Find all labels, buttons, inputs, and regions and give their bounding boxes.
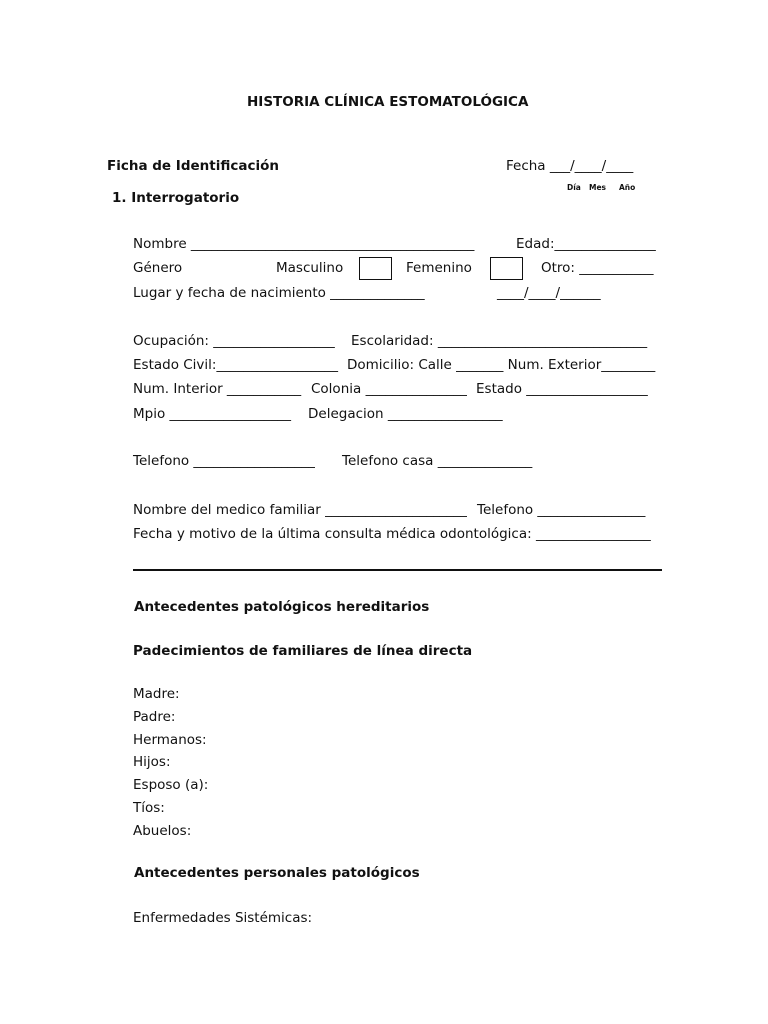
- telefono-field[interactable]: Telefono __________________: [133, 453, 315, 469]
- mpio-field[interactable]: Mpio __________________: [133, 406, 292, 422]
- num-interior-field[interactable]: Num. Interior ___________: [133, 381, 302, 397]
- genero-label: Género: [133, 260, 183, 276]
- delegacion-field[interactable]: Delegacion _________________: [308, 406, 503, 422]
- familiar-hijos-field[interactable]: Hijos:: [133, 754, 171, 770]
- escolaridad-field[interactable]: Escolaridad: _______________________________: [351, 333, 648, 349]
- ocupacion-field[interactable]: Ocupación: __________________: [133, 333, 335, 349]
- familiar-madre-field[interactable]: Madre:: [133, 686, 180, 702]
- familiar-hermanos-field[interactable]: Hermanos:: [133, 732, 207, 748]
- familiar-abuelos-field[interactable]: Abuelos:: [133, 823, 192, 839]
- colonia-field[interactable]: Colonia _______________: [311, 381, 467, 397]
- heading-antecedentes-personales: Antecedentes personales patológicos: [134, 865, 420, 881]
- domicilio-field[interactable]: Domicilio: Calle _______ Num. Exterior________: [347, 357, 656, 373]
- fecha-nacimiento-field[interactable]: ____/____/______: [497, 285, 601, 301]
- section-ficha-identificacion: Ficha de Identificación: [107, 158, 279, 174]
- telefono-casa-field[interactable]: Telefono casa ______________: [342, 453, 533, 469]
- femenino-label: Femenino: [406, 260, 472, 276]
- masculino-checkbox[interactable]: [359, 257, 392, 280]
- section-interrogatorio: 1. Interrogatorio: [112, 190, 240, 206]
- page-title: HISTORIA CLÍNICA ESTOMATOLÓGICA: [247, 94, 529, 110]
- telefono-medico-field[interactable]: Telefono ________________: [477, 502, 646, 518]
- estado-field[interactable]: Estado __________________: [476, 381, 648, 397]
- estado-civil-field[interactable]: Estado Civil:__________________: [133, 357, 338, 373]
- fecha-anio-label: Año: [619, 183, 636, 192]
- femenino-checkbox[interactable]: [490, 257, 523, 280]
- nombre-field[interactable]: Nombre __________________________________________: [133, 236, 475, 252]
- fecha-field[interactable]: Fecha ___/____/____: [506, 158, 634, 174]
- masculino-label: Masculino: [276, 260, 344, 276]
- otro-field[interactable]: Otro: ___________: [541, 260, 654, 276]
- familiar-padre-field[interactable]: Padre:: [133, 709, 176, 725]
- edad-field[interactable]: Edad:_______________: [516, 236, 656, 252]
- ultima-consulta-field[interactable]: Fecha y motivo de la última consulta médica odontológica: _________________: [133, 526, 651, 542]
- divider-line: [133, 569, 662, 571]
- familiar-esposo-field[interactable]: Esposo (a):: [133, 777, 209, 793]
- medico-familiar-field[interactable]: Nombre del medico familiar _____________________: [133, 502, 467, 518]
- enfermedades-sistemicas-field[interactable]: Enfermedades Sistémicas:: [133, 910, 313, 926]
- fecha-mes-label: Mes: [589, 183, 607, 192]
- subheading-padecimientos-familiares: Padecimientos de familiares de línea directa: [133, 643, 473, 659]
- heading-antecedentes-hereditarios: Antecedentes patológicos hereditarios: [134, 599, 430, 615]
- lugar-fecha-nacimiento-field[interactable]: Lugar y fecha de nacimiento ______________: [133, 285, 425, 301]
- familiar-tios-field[interactable]: Tíos:: [133, 800, 165, 816]
- fecha-dia-label: Día: [567, 183, 581, 192]
